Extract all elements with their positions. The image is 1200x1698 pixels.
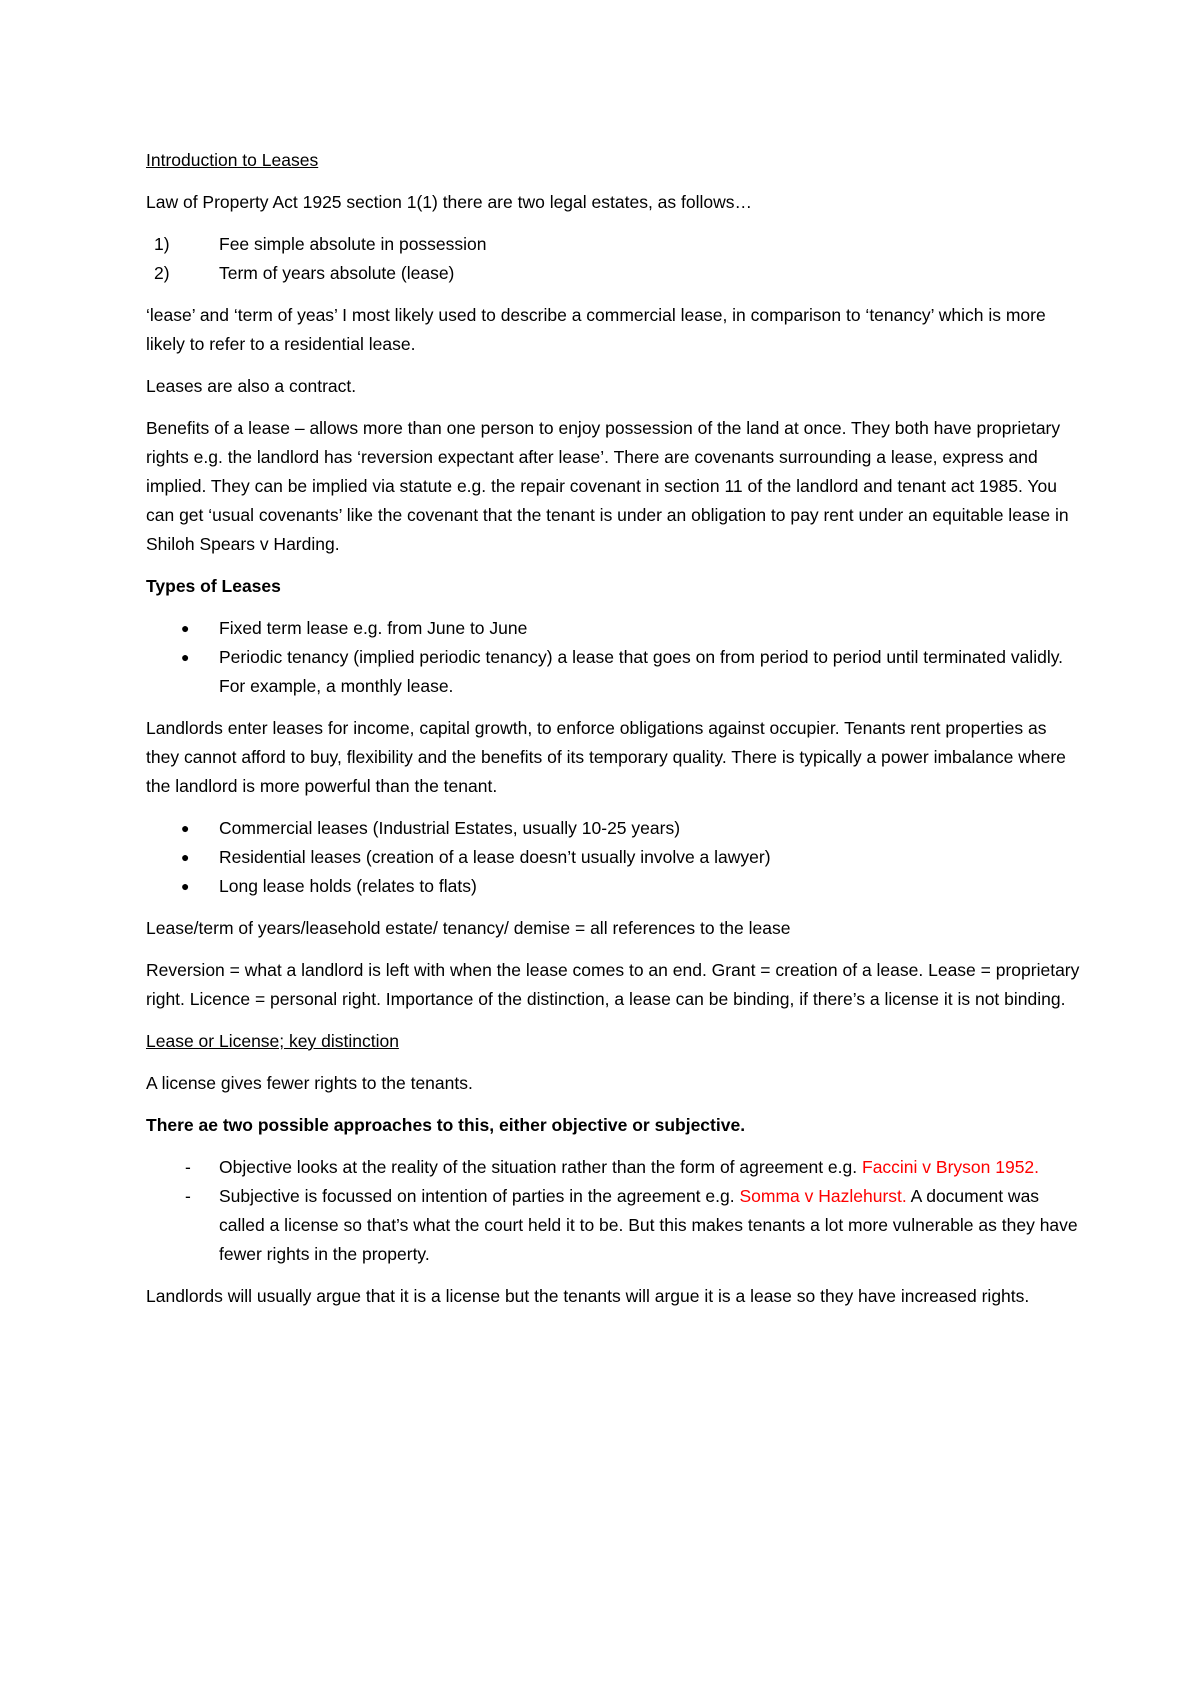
list-item [146,643,1080,701]
list-item [146,230,1080,259]
paragraph-landlords: Landlords enter leases for income, capital growth, to enforce obligations against occupier. Tenants rent properties as they cannot afford to buy, flexibility and the benefits of its temporary quality. There is typically a power imbalance where the landlord is more powerful than the tenant. [146,718,1066,796]
bullet-icon: ● [181,649,190,665]
bullet-icon: ● [181,878,190,894]
license-heading: Lease or License; key distinction [146,1031,399,1051]
list-item-text: Commercial leases (Industrial Estates, usually 10-25 years) [219,818,681,838]
list-item [146,814,1080,843]
types-heading: Types of Leases [146,576,281,596]
list-item-text: Fixed term lease e.g. from June to June [219,618,528,638]
paragraph-argue: Landlords will usually argue that it is a license but the tenants will argue it is a lease so they have increased rights. [146,1286,1030,1306]
list-item-text: Fee simple absolute in possession [219,234,487,254]
document-title: Introduction to Leases [146,150,319,170]
list-item [146,872,1080,901]
list-item-text: Residential leases (creation of a lease doesn’t usually involve a lawyer) [219,847,771,867]
paragraph-lpa: Law of Property Act 1925 section 1(1) there are two legal estates, as follows… [146,192,753,212]
bullet-icon: ● [181,820,190,836]
case-citation: Faccini v Bryson 1952. [862,1157,1040,1177]
lease-kinds-list [146,814,1080,901]
list-item [146,1182,1080,1269]
list-item [146,1153,1080,1182]
list-item-text: Subjective is focussed on intention of parties in the agreement e.g. [219,1186,740,1206]
paragraph-terms: ‘lease’ and ‘term of yeas’ I most likely used to describe a commercial lease, in comparison to ‘tenancy’ which is more likely to refer to a residential lease. [146,305,1046,354]
case-citation: Somma v Hazlehurst. [739,1186,907,1206]
dash-icon: - [185,1157,191,1177]
list-number: 1) [154,234,170,254]
legal-estates-list [146,230,1080,288]
list-item-text: Periodic tenancy (implied periodic tenancy) a lease that goes on from period to period until terminated validly. For example, a monthly lease. [219,647,1064,696]
dash-icon: - [185,1186,191,1206]
list-item [146,614,1080,643]
list-item-text: Long lease holds (relates to flats) [219,876,477,896]
list-item [146,259,1080,288]
list-item-text: Term of years absolute (lease) [219,263,455,283]
list-item-text: Objective looks at the reality of the situation rather than the form of agreement e.g. [219,1157,862,1177]
bullet-icon: ● [181,849,190,865]
list-number: 2) [154,263,170,283]
paragraph-references: Lease/term of years/leasehold estate/ tenancy/ demise = all references to the lease [146,918,791,938]
paragraph-benefits: Benefits of a lease – allows more than one person to enjoy possession of the land at once. They both have proprietary rights e.g. the landlord has ‘reversion expectant after lease’. There are covenants surrounding a lease, express and implied. They can be implied via statute e.g. the repair covenant in section 11 of the landlord and tenant act 1985. You can get ‘usual covenants’ like the covenant that the tenant is under an obligation to pay rent under an equitable lease in Shiloh Spears v Harding. [146,418,1069,554]
paragraph-approaches: There ae two possible approaches to this, either objective or subjective. [146,1115,746,1135]
paragraph-fewer-rights: A license gives fewer rights to the tenants. [146,1073,473,1093]
types-list [146,614,1080,701]
paragraph-contract: Leases are also a contract. [146,376,357,396]
approaches-list [146,1153,1080,1269]
paragraph-reversion: Reversion = what a landlord is left with when the lease comes to an end. Grant = creation of a lease. Lease = proprietary right. Licence = personal right. Importance of the distinction, a lease can be binding, if there’s a license it is not binding. [146,960,1080,1009]
bullet-icon: ● [181,620,190,636]
list-item-text-after: A document was called a license so that’s what the court held it to be. But this makes tenants a lot more vulnerable as they have fewer rights in the property. [219,1186,1078,1264]
list-item [146,843,1080,872]
